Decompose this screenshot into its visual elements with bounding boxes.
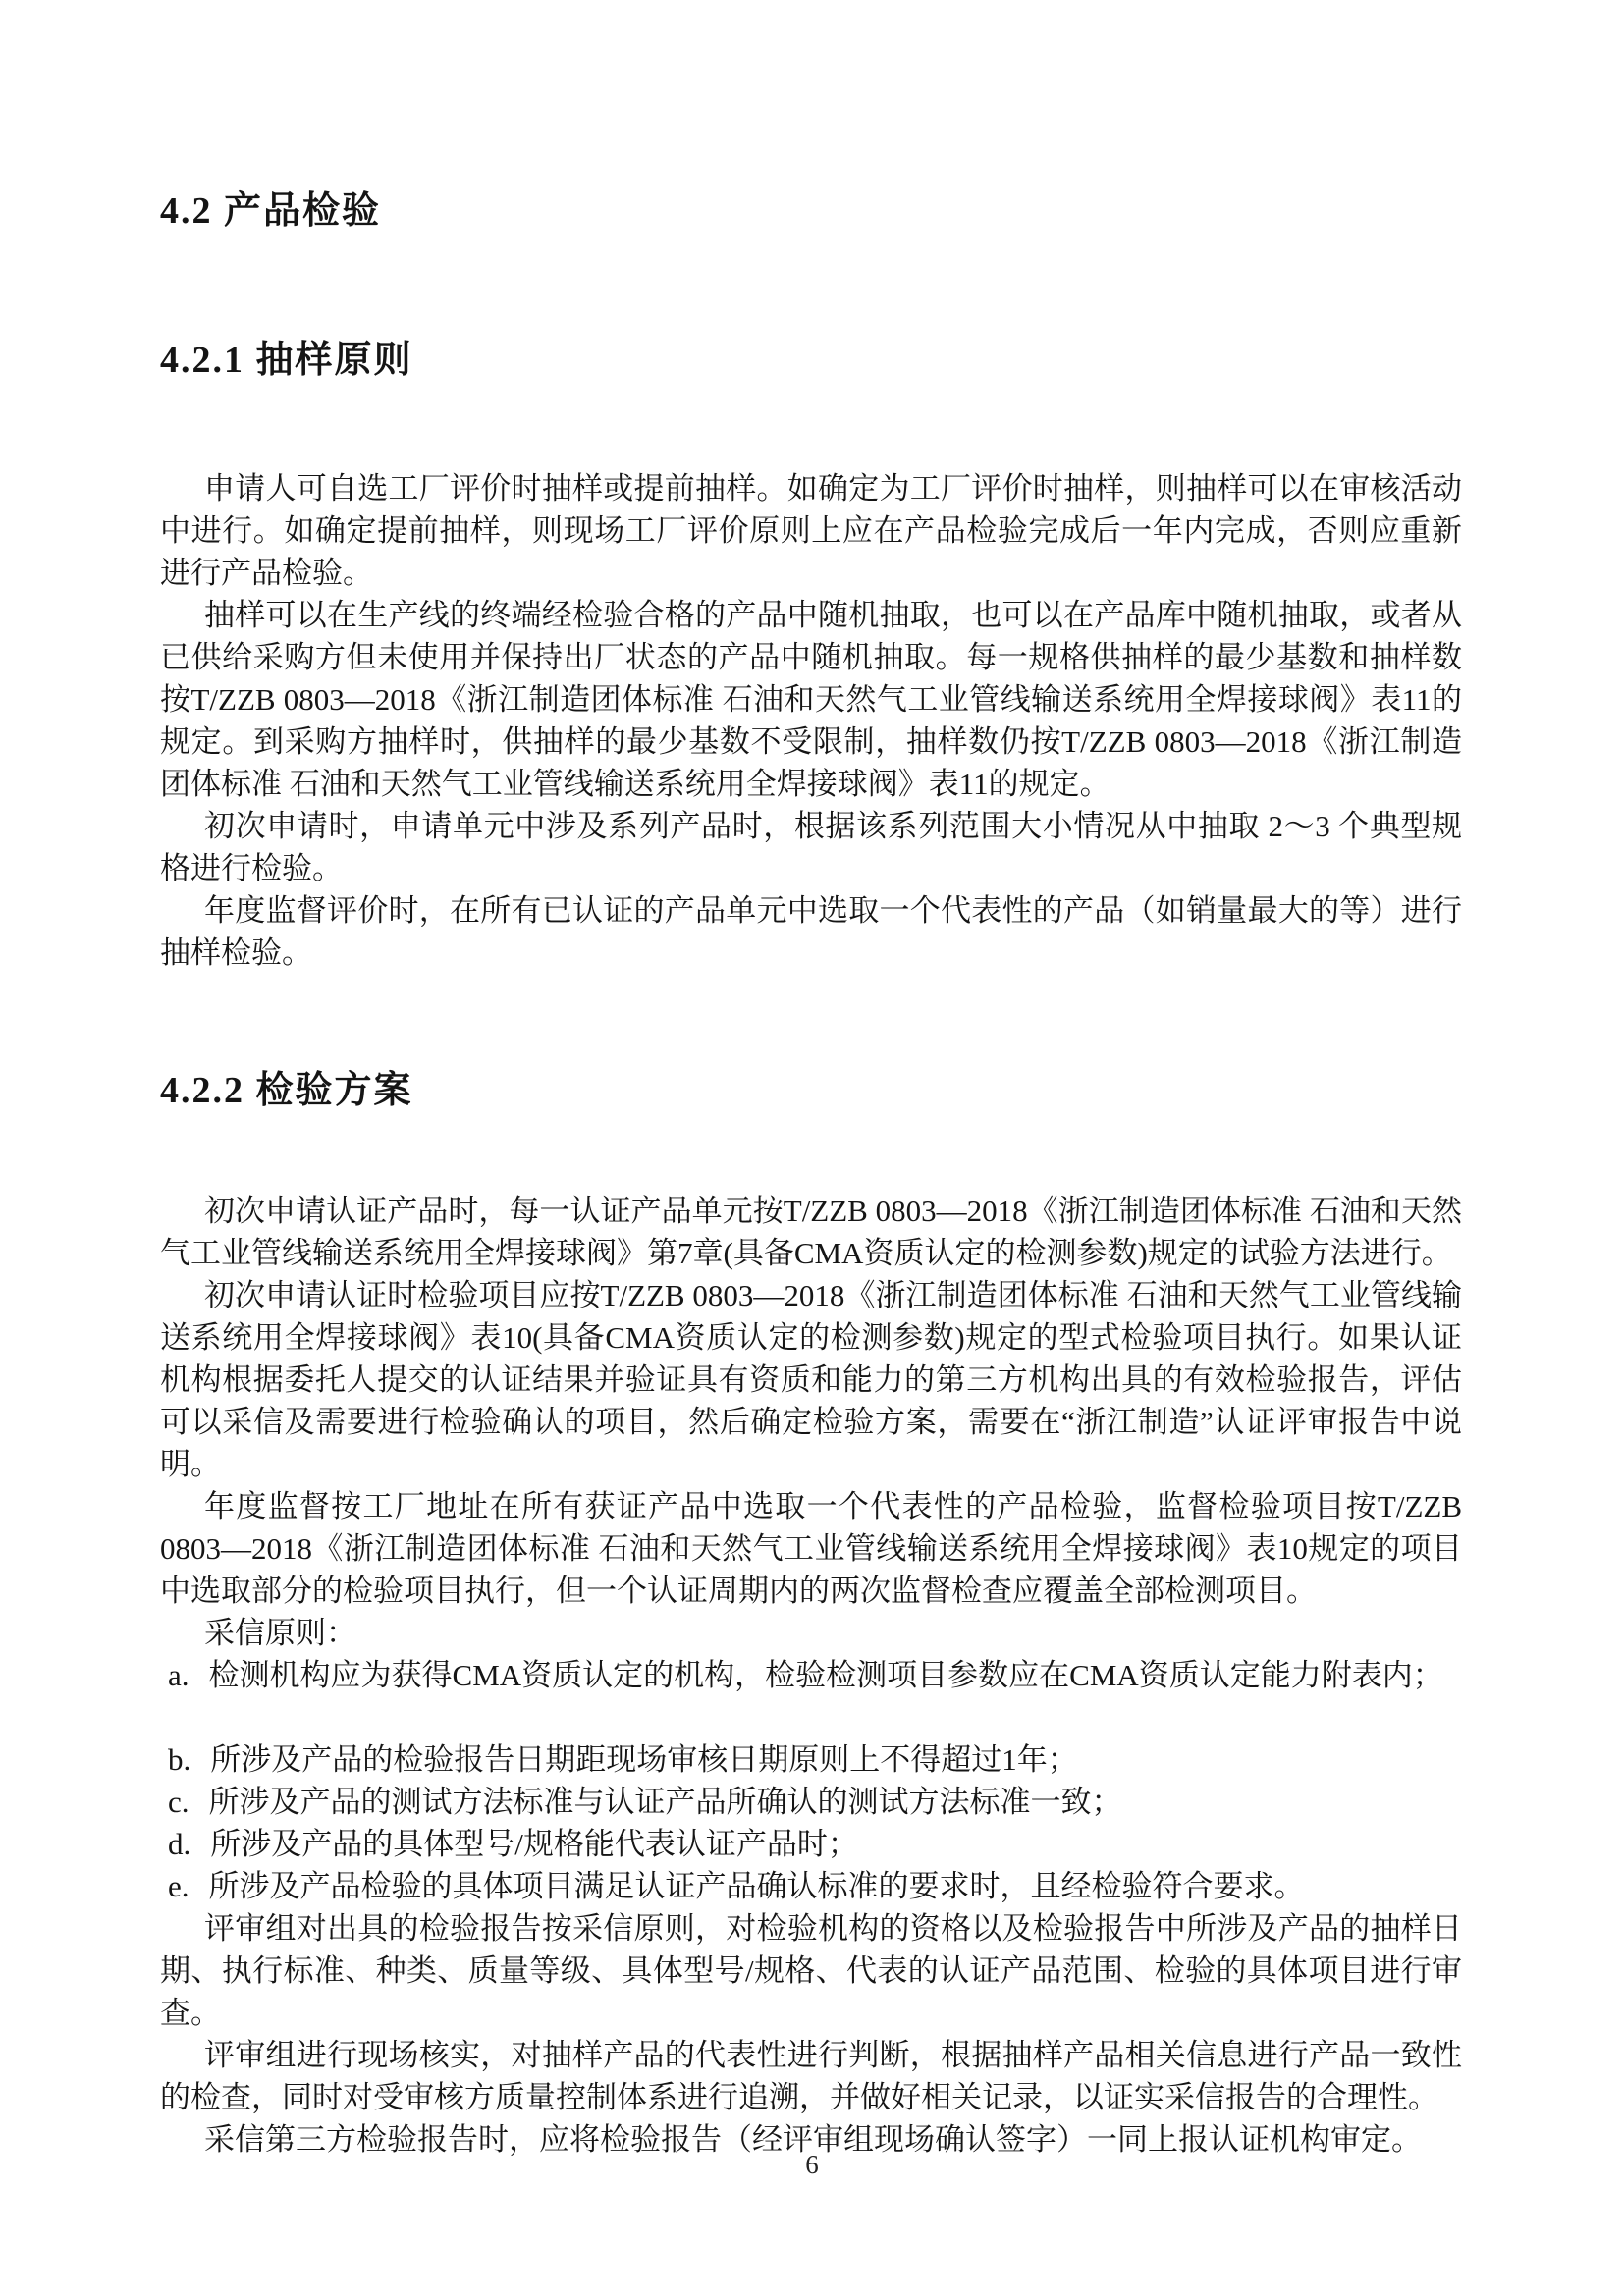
paragraph-sampling-source: 抽样可以在生产线的终端经检验合格的产品中随机抽取，也可以在产品库中随机抽取，或者从已供给采购方但未使用并保持出厂状态的产品中随机抽取。每一规格供抽样的最少基数和抽样数按T/ZZB 0803—2018《浙江制造团体标准 石油和天然气工业管线输送系统用全焊接球阀》表11的规定。到采购方抽样时，供抽样的最少基数不受限制，抽样数仍按T/ZZB 0803—2018《浙江制造团体标准 石油和天然气工业管线输送系统用全焊接球阀》表11的规定。 <box>160 598 1462 801</box>
paragraph-annual-supervision-items: 年度监督按工厂地址在所有获证产品中选取一个代表性的产品检验，监督检验项目按T/ZZB 0803—2018《浙江制造团体标准 石油和天然气工业管线输送系统用全焊接球阀》表10规定的项目中选取部分的检验项目执行，但一个认证周期内的两次监督检查应覆盖全部检测项目。 <box>160 1489 1462 1608</box>
list-item-b <box>160 1738 1462 1781</box>
paragraph-onsite-verification: 评审组进行现场核实，对抽样产品的代表性进行判断，根据抽样产品相关信息进行产品一致性的检查，同时对受审核方质量控制体系进行追溯，并做好相关记录，以证实采信报告的合理性。 <box>160 2038 1462 2114</box>
list-item-d <box>160 1823 1462 1865</box>
paragraph-annual-supervision: 年度监督评价时，在所有已认证的产品单元中选取一个代表性的产品（如销量最大的等）进行抽样检验。 <box>160 893 1462 970</box>
section-title-4-2-1: 4.2.1 抽样原则 <box>160 340 413 381</box>
paragraph-sampling-choice: 申请人可自选工厂评价时抽样或提前抽样。如确定为工厂评价时抽样，则抽样可以在审核活动中进行。如确定提前抽样，则现场工厂评价原则上应在产品检验完成后一年内完成，否则应重新进行产品检验。 <box>160 471 1462 590</box>
list-item-e <box>160 1865 1462 1907</box>
list-item-letter: b. <box>168 1742 191 1777</box>
section-title-4-2-2: 4.2.2 检验方案 <box>160 1070 413 1111</box>
paragraph-initial-application: 初次申请时，申请单元中涉及系列产品时，根据该系列范围大小情况从中抽取 2～3 个典型规格进行检验。 <box>160 809 1462 885</box>
list-item-text: 所涉及产品检验的具体项目满足认证产品确认标准的要求时，且经检验符合要求。 <box>208 1869 1305 1903</box>
paragraph-report-review: 评审组对出具的检验报告按采信原则，对检验机构的资格以及检验报告中所涉及产品的抽样日期、执行标准、种类、质量等级、具体型号/规格、代表的认证产品范围、检验的具体项目进行审查。 <box>160 1911 1462 2030</box>
list-item-letter: a. <box>168 1658 189 1692</box>
list-item-text: 所涉及产品的测试方法标准与认证产品所确认的测试方法标准一致； <box>208 1785 1122 1819</box>
list-item-letter: c. <box>168 1785 189 1819</box>
section-title-4-2: 4.2 产品检验 <box>160 190 382 232</box>
paragraph-third-party-report: 采信第三方检验报告时，应将检验报告（经评审组现场确认签字）一同上报认证机构审定。 <box>204 2122 1422 2157</box>
list-item-text: 所涉及产品的检验报告日期距现场审核日期原则上不得超过1年； <box>210 1742 1078 1777</box>
page-number: 6 <box>805 2150 819 2179</box>
list-item-c <box>160 1781 1462 1823</box>
paragraph-acceptance-principle-label: 采信原则： <box>204 1616 356 1650</box>
list-item-a <box>160 1654 1462 1696</box>
list-item-letter: d. <box>168 1827 191 1861</box>
paragraph-initial-certification-method: 初次申请认证产品时，每一认证产品单元按T/ZZB 0803—2018《浙江制造团体标准 石油和天然气工业管线输送系统用全焊接球阀》第7章(具备CMA资质认定的检测参数)规定的试验方法进行。 <box>160 1194 1462 1270</box>
paragraph-initial-certification-items: 初次申请认证时检验项目应按T/ZZB 0803—2018《浙江制造团体标准 石油和天然气工业管线输送系统用全焊接球阀》表10(具备CMA资质认定的检测参数)规定的型式检验项目执行。如果认证机构根据委托人提交的认证结果并验证具有资质和能力的第三方机构出具的有效检验报告，评估可以采信及需要进行检验确认的项目，然后确定检验方案，需要在“浙江制造”认证评审报告中说明。 <box>160 1278 1462 1481</box>
list-item-letter: e. <box>168 1869 189 1903</box>
list-item-text: 检测机构应为获得CMA资质认定的机构，检验检测项目参数应在CMA资质认定能力附表内； <box>208 1658 1443 1692</box>
acceptance-principle-list <box>160 1654 1462 1907</box>
section-4-2-2-body <box>160 1190 1462 2161</box>
list-item-text: 所涉及产品的具体型号/规格能代表认证产品时； <box>210 1827 858 1861</box>
section-4-2-1-body <box>160 467 1462 974</box>
